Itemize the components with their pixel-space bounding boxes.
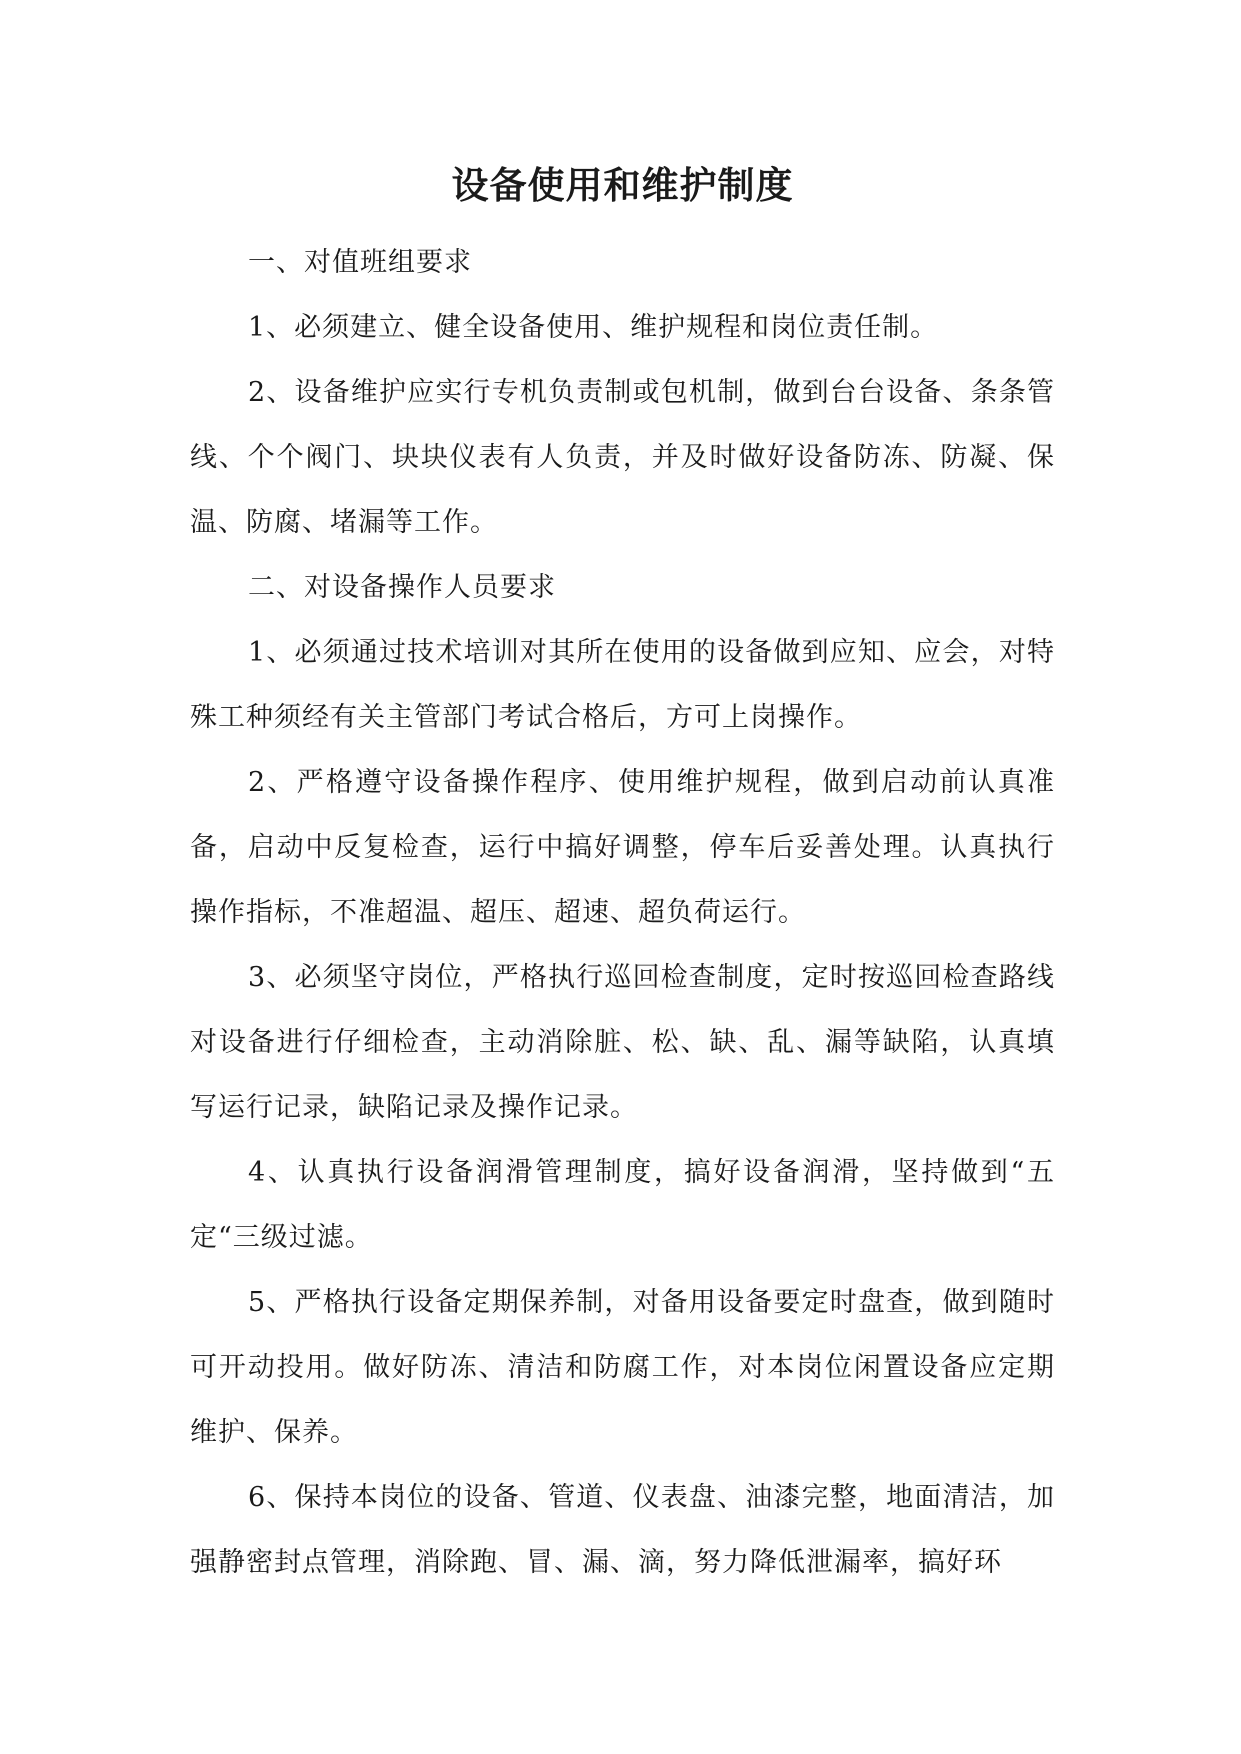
section-heading-duty-team: 一、对值班组要求	[248, 247, 472, 278]
paragraph-item: 4、认真执行设备润滑管理制度，搞好设备润滑，坚持做到“五定“三级过滤。	[190, 1157, 1055, 1253]
paragraph-item: 2、严格遵守设备操作程序、使用维护规程，做到启动前认真准备，启动中反复检查，运行中搞好调整，停车后妥善处理。认真执行操作指标，不准超温、超压、超速、超负荷运行。	[190, 767, 1055, 928]
paragraph-item: 5、严格执行设备定期保养制，对备用设备要定时盘查，做到随时可开动投用。做好防冻、清洁和防腐工作，对本岗位闲置设备应定期维护、保养。	[190, 1287, 1055, 1448]
document-title: 设备使用和维护制度	[451, 164, 794, 207]
paragraph-item: 3、必须坚守岗位，严格执行巡回检查制度，定时按巡回检查路线对设备进行仔细检查，主动消除脏、松、缺、乱、漏等缺陷，认真填写运行记录，缺陷记录及操作记录。	[190, 962, 1055, 1123]
document-page	[190, 148, 1055, 1595]
paragraph-item: 1、必须建立、健全设备使用、维护规程和岗位责任制。	[248, 312, 939, 343]
section-heading-operators: 二、对设备操作人员要求	[248, 572, 556, 603]
paragraph-item: 1、必须通过技术培训对其所在使用的设备做到应知、应会，对特殊工种须经有关主管部门考试合格后，方可上岗操作。	[190, 637, 1055, 733]
paragraph-item: 2、设备维护应实行专机负责制或包机制，做到台台设备、条条管线、个个阀门、块块仪表有人负责，并及时做好设备防冻、防凝、保温、防腐、堵漏等工作。	[190, 377, 1055, 538]
paragraph-item: 6、保持本岗位的设备、管道、仪表盘、油漆完整，地面清洁，加强静密封点管理，消除跑、冒、漏、滴，努力降低泄漏率，搞好环	[190, 1482, 1055, 1578]
